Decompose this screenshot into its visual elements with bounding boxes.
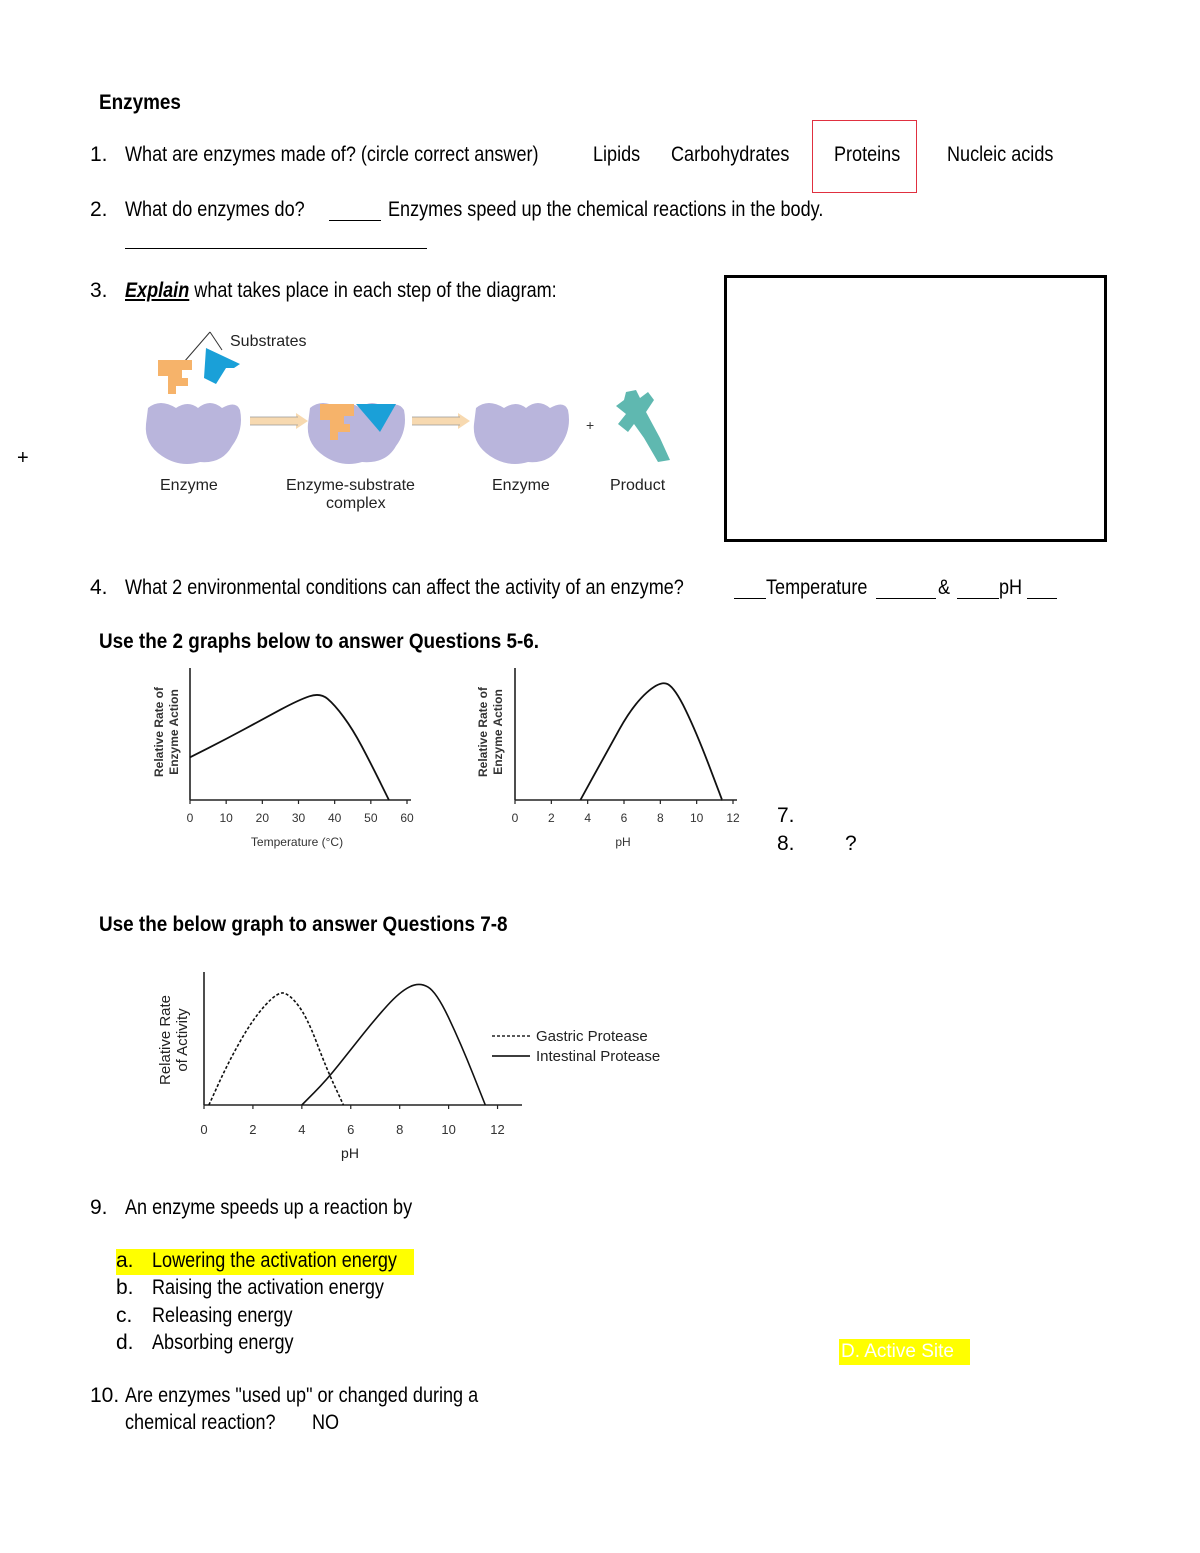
substrates-label: Substrates bbox=[230, 333, 307, 350]
q1-option-proteins[interactable]: Proteins bbox=[834, 143, 901, 166]
q3-emphasis: Explain bbox=[125, 279, 190, 302]
x-tick-label: 20 bbox=[255, 811, 270, 825]
enzyme-diagram bbox=[140, 320, 700, 530]
q3-text: what takes place in each step of the diagram: bbox=[194, 279, 557, 302]
temperature-chart bbox=[145, 660, 435, 860]
arrow-right-icon bbox=[250, 413, 308, 429]
x-tick-label: 2 bbox=[249, 1122, 257, 1137]
substrate-pointer-line bbox=[210, 332, 222, 350]
chart2-ylabel-line1: Relative Rate of bbox=[476, 686, 490, 778]
q9-option-b[interactable]: Raising the activation energy bbox=[152, 1276, 384, 1299]
chart3-ylabel-line2: of Activity bbox=[174, 1008, 191, 1072]
complex-label-line2: complex bbox=[326, 495, 386, 512]
x-tick-label: 12 bbox=[726, 811, 740, 825]
q10-number: 10. bbox=[90, 1384, 120, 1407]
side-number-8: 8. bbox=[777, 832, 795, 855]
q9-option-c-letter: c. bbox=[116, 1304, 133, 1327]
q9-option-a-letter: a. bbox=[116, 1249, 134, 1272]
q2-text: What do enzymes do? bbox=[125, 198, 305, 221]
q4-answer-temperature[interactable]: Temperature bbox=[766, 576, 868, 599]
highlight-note bbox=[839, 1339, 970, 1365]
legend-intestinal-label: Intestinal Protease bbox=[536, 1048, 661, 1065]
series-line bbox=[302, 984, 485, 1105]
enzyme-substrate-complex-shape bbox=[308, 403, 405, 464]
highlight-note-text: D. Active Site bbox=[841, 1341, 954, 1362]
x-tick-label: 50 bbox=[364, 811, 378, 825]
chart3-xlabel: pH bbox=[341, 1145, 359, 1161]
protease-chart bbox=[150, 960, 690, 1170]
series-line bbox=[190, 695, 389, 800]
q4-blank-2a bbox=[957, 598, 999, 599]
arrow-right-icon bbox=[412, 413, 470, 429]
q4-text: What 2 environmental conditions can affect the activity of an enzyme? bbox=[125, 576, 684, 599]
x-tick-label: 4 bbox=[298, 1122, 306, 1137]
x-tick-label: 0 bbox=[511, 811, 519, 825]
series-line bbox=[580, 683, 722, 800]
q1-option-lipids[interactable]: Lipids bbox=[593, 143, 641, 166]
side-question-mark: ? bbox=[845, 832, 857, 855]
enzyme-label-2: Enzyme bbox=[492, 477, 550, 494]
x-tick-label: 6 bbox=[620, 811, 628, 825]
q9-option-d-letter: d. bbox=[116, 1331, 134, 1354]
x-tick-label: 8 bbox=[656, 811, 664, 825]
q1-option-carbohydrates[interactable]: Carbohydrates bbox=[671, 143, 790, 166]
x-tick-label: 0 bbox=[186, 811, 194, 825]
enzyme-label-1: Enzyme bbox=[160, 477, 218, 494]
diagram-plus: + bbox=[586, 417, 595, 433]
x-tick-label: 10 bbox=[441, 1122, 456, 1137]
q1-number: 1. bbox=[90, 143, 108, 166]
q4-blank-1a bbox=[734, 598, 766, 599]
q2-answer-line bbox=[125, 248, 427, 249]
blue-substrate-shape bbox=[204, 348, 240, 384]
q4-ampersand: & bbox=[938, 576, 951, 599]
section-heading-5-6: Use the 2 graphs below to answer Questions 5-6. bbox=[99, 630, 540, 653]
x-tick-label: 6 bbox=[347, 1122, 355, 1137]
q9-option-b-letter: b. bbox=[116, 1276, 134, 1299]
x-tick-label: 10 bbox=[689, 811, 704, 825]
q3-number: 3. bbox=[90, 279, 108, 302]
chart2-xlabel: pH bbox=[615, 835, 631, 849]
margin-plus: + bbox=[17, 447, 29, 469]
q4-blank-2b bbox=[1027, 598, 1057, 599]
legend-gastric-label: Gastric Protease bbox=[536, 1028, 648, 1045]
x-tick-label: 8 bbox=[396, 1122, 404, 1137]
q9-option-d[interactable]: Absorbing energy bbox=[152, 1331, 294, 1354]
q2-answer[interactable]: Enzymes speed up the chemical reactions in the body. bbox=[388, 198, 824, 221]
x-tick-label: 2 bbox=[547, 811, 555, 825]
ph-chart bbox=[475, 660, 755, 860]
series-line bbox=[209, 993, 344, 1105]
chart1-ylabel-line2: Enzyme Action bbox=[167, 689, 181, 775]
page-title: Enzymes bbox=[99, 91, 181, 114]
side-number-7: 7. bbox=[777, 804, 795, 827]
chart3-ylabel-line1: Relative Rate bbox=[157, 994, 174, 1086]
q9-text: An enzyme speeds up a reaction by bbox=[125, 1196, 413, 1219]
q2-number: 2. bbox=[90, 198, 108, 221]
x-tick-label: 60 bbox=[400, 811, 414, 825]
q9-option-c[interactable]: Releasing energy bbox=[152, 1304, 293, 1327]
q4-blank-1b bbox=[876, 598, 936, 599]
q9-number: 9. bbox=[90, 1196, 108, 1219]
q4-answer-ph[interactable]: pH bbox=[999, 576, 1023, 599]
product-shape bbox=[616, 390, 670, 462]
q10-line1: Are enzymes "used up" or changed during a bbox=[125, 1384, 479, 1407]
chart2-ylabel-line2: Enzyme Action bbox=[491, 689, 505, 775]
q10-line2: chemical reaction? bbox=[125, 1411, 276, 1434]
product-label: Product bbox=[610, 477, 666, 494]
orange-substrate-shape bbox=[158, 360, 192, 394]
q1-text: What are enzymes made of? (circle correct answer) bbox=[125, 143, 539, 166]
q2-blank bbox=[329, 220, 381, 221]
x-tick-label: 40 bbox=[327, 811, 342, 825]
q4-number: 4. bbox=[90, 576, 108, 599]
q9-option-a[interactable]: Lowering the activation energy bbox=[152, 1249, 397, 1272]
section-heading-7-8: Use the below graph to answer Questions 7-8 bbox=[99, 913, 508, 936]
chart1-xlabel: Temperature (°C) bbox=[250, 835, 344, 849]
x-tick-label: 4 bbox=[584, 811, 592, 825]
x-tick-label: 30 bbox=[291, 811, 306, 825]
complex-label-line1: Enzyme-substrate bbox=[286, 477, 415, 494]
enzyme-shape-2 bbox=[474, 403, 569, 464]
chart1-ylabel-line1: Relative Rate of bbox=[152, 686, 166, 778]
x-tick-label: 0 bbox=[200, 1122, 208, 1137]
q1-option-nucleic-acids[interactable]: Nucleic acids bbox=[947, 143, 1054, 166]
enzyme-shape-1 bbox=[146, 403, 241, 464]
x-tick-label: 12 bbox=[490, 1122, 505, 1137]
q10-answer[interactable]: NO bbox=[312, 1411, 340, 1434]
answer-box[interactable] bbox=[724, 275, 1107, 542]
x-tick-label: 10 bbox=[219, 811, 233, 825]
